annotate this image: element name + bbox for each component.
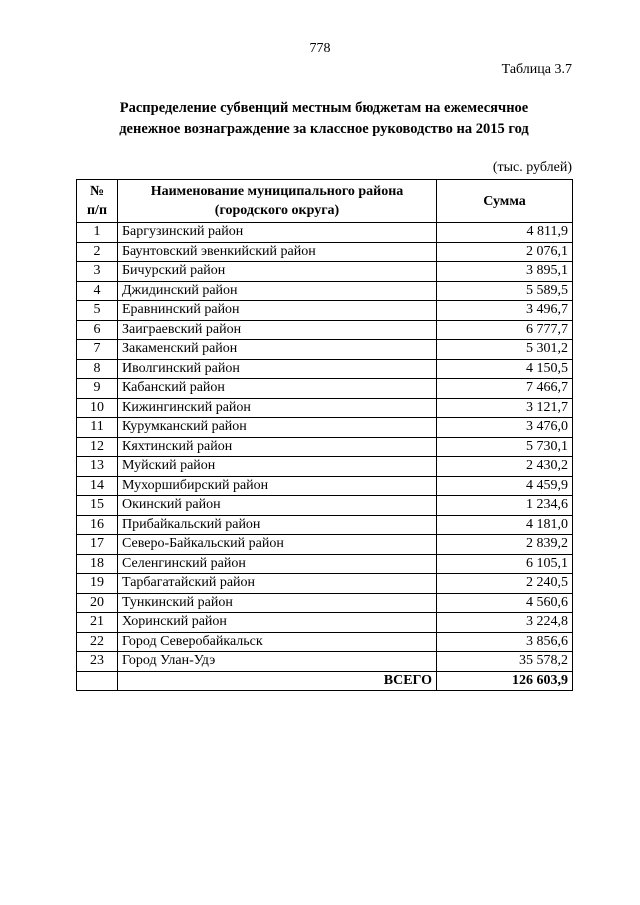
table-row (77, 554, 573, 574)
row-number: 18 (77, 554, 118, 574)
row-number: 3 (77, 262, 118, 282)
row-name: Закаменский район (118, 340, 437, 360)
row-name: Баргузинский район (118, 223, 437, 243)
row-sum: 4 150,5 (437, 359, 573, 379)
header-name-line-2: (городского округа) (214, 203, 340, 218)
title-line-2: денежное вознаграждение за классное руководство на 2015 год (119, 121, 529, 137)
row-name: Город Улан-Удэ (118, 652, 437, 672)
row-name: Кабанский район (118, 379, 437, 399)
row-number: 2 (77, 242, 118, 262)
table-row (77, 535, 573, 555)
row-name: Баунтовский эвенкийский район (118, 242, 437, 262)
row-sum: 4 560,6 (437, 593, 573, 613)
row-sum: 3 476,0 (437, 418, 573, 438)
row-sum: 3 224,8 (437, 613, 573, 633)
row-name: Прибайкальский район (118, 515, 437, 535)
header-name-line-1: Наименование муниципального района (150, 184, 404, 199)
table-row (77, 613, 573, 633)
units-note: (тыс. рублей) (492, 160, 572, 175)
row-sum: 3 895,1 (437, 262, 573, 282)
row-number: 19 (77, 574, 118, 594)
table-row (77, 281, 573, 301)
row-name: Тункинский район (118, 593, 437, 613)
row-name: Курумканский район (118, 418, 437, 438)
header-row (77, 180, 573, 223)
row-sum: 4 459,9 (437, 476, 573, 496)
row-sum: 2 240,5 (437, 574, 573, 594)
table-row (77, 242, 573, 262)
header-number-line-1: № (89, 184, 105, 199)
row-number: 9 (77, 379, 118, 399)
table-row (77, 223, 573, 243)
table-row (77, 652, 573, 672)
table-row (77, 593, 573, 613)
page-number: 778 (309, 41, 331, 56)
table-row (77, 359, 573, 379)
table-row (77, 437, 573, 457)
row-sum: 5 589,5 (437, 281, 573, 301)
row-name: Еравнинский район (118, 301, 437, 321)
row-number: 5 (77, 301, 118, 321)
row-sum: 2 076,1 (437, 242, 573, 262)
header-number (77, 180, 118, 223)
table-label: Таблица 3.7 (501, 62, 572, 77)
row-sum: 3 856,6 (437, 632, 573, 652)
row-number: 8 (77, 359, 118, 379)
row-number: 15 (77, 496, 118, 516)
row-number: 12 (77, 437, 118, 457)
row-sum: 3 496,7 (437, 301, 573, 321)
table-row (77, 632, 573, 652)
row-number: 21 (77, 613, 118, 633)
document-title (76, 98, 572, 140)
total-label: ВСЕГО (118, 671, 437, 691)
table-row (77, 574, 573, 594)
row-number: 17 (77, 535, 118, 555)
total-sum: 126 603,9 (437, 671, 573, 691)
row-sum: 6 105,1 (437, 554, 573, 574)
row-number: 23 (77, 652, 118, 672)
row-name: Селенгинский район (118, 554, 437, 574)
table-row (77, 340, 573, 360)
header-number-line-2: п/п (86, 203, 108, 218)
row-number: 6 (77, 320, 118, 340)
row-name: Мухоршибирский район (118, 476, 437, 496)
header-sum: Сумма (437, 180, 573, 223)
row-number: 10 (77, 398, 118, 418)
row-name: Бичурский район (118, 262, 437, 282)
total-row (77, 671, 573, 691)
row-number: 1 (77, 223, 118, 243)
row-sum: 4 811,9 (437, 223, 573, 243)
row-name: Иволгинский район (118, 359, 437, 379)
row-name: Северо-Байкальский район (118, 535, 437, 555)
row-name: Кижингинский район (118, 398, 437, 418)
row-name: Кяхтинский район (118, 437, 437, 457)
row-sum: 7 466,7 (437, 379, 573, 399)
row-number: 20 (77, 593, 118, 613)
row-sum: 6 777,7 (437, 320, 573, 340)
table-row (77, 301, 573, 321)
title-line-1: Распределение субвенций местным бюджетам на ежемесячное (119, 100, 529, 116)
row-sum: 5 730,1 (437, 437, 573, 457)
row-sum: 3 121,7 (437, 398, 573, 418)
header-name (118, 180, 437, 223)
table-row (77, 476, 573, 496)
row-sum: 4 181,0 (437, 515, 573, 535)
table-row (77, 496, 573, 516)
table-row (77, 457, 573, 477)
table-row (77, 262, 573, 282)
table-row (77, 379, 573, 399)
row-number: 22 (77, 632, 118, 652)
table-row (77, 515, 573, 535)
row-name: Окинский район (118, 496, 437, 516)
row-name: Заиграевский район (118, 320, 437, 340)
total-number-cell (77, 671, 118, 691)
row-sum: 1 234,6 (437, 496, 573, 516)
row-number: 11 (77, 418, 118, 438)
subvention-table (76, 179, 573, 691)
row-number: 16 (77, 515, 118, 535)
row-sum: 35 578,2 (437, 652, 573, 672)
table-row (77, 320, 573, 340)
row-name: Муйский район (118, 457, 437, 477)
row-name: Хоринский район (118, 613, 437, 633)
table-row (77, 418, 573, 438)
row-name: Город Северобайкальск (118, 632, 437, 652)
row-sum: 5 301,2 (437, 340, 573, 360)
row-name: Тарбагатайский район (118, 574, 437, 594)
row-name: Джидинский район (118, 281, 437, 301)
row-number: 14 (77, 476, 118, 496)
row-number: 4 (77, 281, 118, 301)
table-body (77, 223, 573, 672)
row-sum: 2 839,2 (437, 535, 573, 555)
table-row (77, 398, 573, 418)
row-number: 13 (77, 457, 118, 477)
row-number: 7 (77, 340, 118, 360)
row-sum: 2 430,2 (437, 457, 573, 477)
